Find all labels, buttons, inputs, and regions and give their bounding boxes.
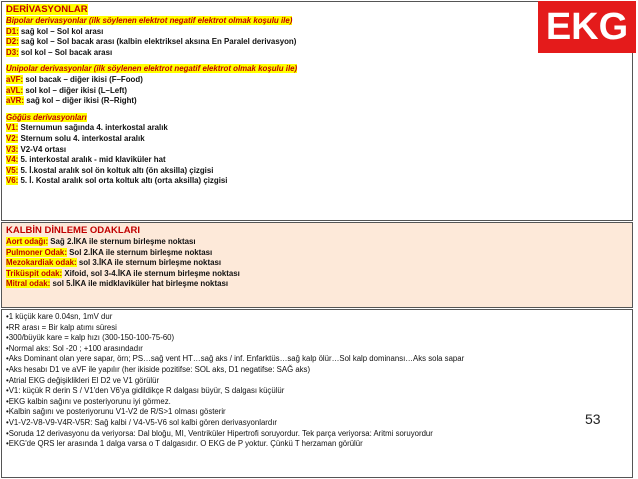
note-item: •Aks Dominant olan yere sapar, örn; PS…sağ vent HT…sağ aks / inf. Enfarktüs…sağ kalp ölür…Sol kalp dominansı…Aks sola sapar [6, 354, 465, 364]
bipolar-label: D2: [6, 37, 19, 47]
bipolar-item: D3: sol kol – Sol bacak arası [6, 47, 113, 57]
bipolar-label: D1: [6, 26, 19, 36]
unipolar-label: aVL: [6, 85, 24, 95]
unipolar-item: aVR: sağ kol – diğer ikisi (R–Right) [6, 96, 137, 106]
auscultation-item: Mezokardiak odak: sol 3.İKA ile sternum birleşme noktası [6, 258, 222, 268]
page-number: 53 [585, 411, 601, 427]
chest-heading: Göğüs derivasyonları [6, 112, 87, 122]
unipolar-label: aVF: [6, 74, 24, 84]
note-item: •Normal aks: Sol -20 ; +100 arasındadır [6, 343, 143, 353]
notes-box [1, 309, 633, 478]
note-item: •Soruda 12 derivasyonu da veriyorsa: Dal bloğu, MI, Ventriküler Hipertrofi soruyordur. Tek parça veriyorsa: Aritmi soruyordur [6, 428, 433, 438]
chest-label: V3: [6, 144, 19, 154]
unipolar-heading: Unipolar derivasyonlar (ilk söylenen elektrot negatif elektrot olmak koşulu ile) [6, 64, 298, 74]
unipolar-item: aVF: sol bacak – diğer ikisi (F–Food) [6, 74, 143, 84]
unipolar-item: aVL: sol kol – diğer ikisi (L–Left) [6, 85, 128, 95]
note-item: •1 küçük kare 0.04sn, 1mV dur [6, 312, 113, 321]
bipolar-heading: Bipolar derivasyonlar (ilk söylenen elektrot negatif elektrot olmak koşulu ile) [6, 16, 293, 25]
note-item: •V1-V2-V8-V9-V4R-V5R: Sağ kalbi / V4-V5-V6 sol kalbi gören derivasyonlardır [6, 417, 277, 427]
derivations-title: DERİVASYONLAR [6, 4, 88, 15]
bipolar-item: D2: sağ kol – Sol bacak arası (kalbin elektriksel aksına En Paralel derivasyon) [6, 37, 297, 47]
chest-item: V2: Sternum solu 4. interkostal aralık [6, 133, 145, 143]
note-item: •EKG'de QRS ler arasında 1 dalga varsa o T dalgasıdır. O EKG de P yoktur. Çünkü T herzaman görülür [6, 439, 363, 449]
auscultation-label: Pulmoner Odak: [6, 247, 67, 257]
auscultation-label: Aort odağı: [6, 237, 49, 246]
chest-item: V1: Sternumun sağında 4. interkostal aralık [6, 123, 168, 133]
auscultation-item: Aort odağı: Sağ 2.İKA ile sternum birleşme noktası [6, 237, 196, 246]
auscultation-item: Pulmoner Odak: Sol 2.İKA ile sternum birleşme noktası [6, 247, 213, 257]
auscultation-item: Mitral odak: sol 5.İKA ile midklaviküler hat birleşme noktası [6, 279, 229, 289]
auscultation-box [1, 222, 633, 308]
chest-item: V4: 5. interkostal aralık - mid klaviküler hat [6, 155, 166, 165]
chest-item: V5: 5. İ.kostal aralık sol ön koltuk altı (ön aksilla) çizgisi [6, 165, 214, 175]
chest-label: V2: [6, 133, 19, 143]
auscultation-item: Triküspit odak: Xifoid, sol 3-4.İKA ile sternum birleşme noktası [6, 268, 240, 278]
auscultation-title: KALBİN DİNLEME ODAKLARI [6, 225, 141, 236]
auscultation-label: Mitral odak: [6, 279, 51, 289]
chest-item: V6: 5. İ. Kostal aralık sol orta koltuk altı (orta aksilla) çizgisi [6, 176, 228, 186]
note-item: •Aks hesabı D1 ve aVF ile yapılır (her ikiside pozitifse: SOL aks, D1 negatifse: SAĞ aks) [6, 364, 311, 374]
chest-label: V1: [6, 123, 19, 133]
note-item: •Atrial EKG değişiklikleri El D2 ve V1 görülür [6, 375, 160, 385]
auscultation-label: Triküspit odak: [6, 268, 63, 278]
note-item: •300/büyük kare = kalp hızı (300-150-100-75-60) [6, 333, 175, 343]
chest-label: V6: [6, 176, 19, 186]
ekg-badge: EKG [538, 1, 636, 53]
note-item: •EKG kalbin sağını ve posteriyorunu iyi görmez. [6, 396, 171, 406]
note-item: •RR arası = Bir kalp atımı süresi [6, 322, 117, 332]
bipolar-item: D1: sağ kol – Sol kol arası [6, 26, 104, 36]
chest-label: V4: [6, 155, 19, 165]
note-item: •V1: küçük R derin S / V1'den V6'ya gidildikçe R dalgası büyür, S dalgası küçülür [6, 386, 285, 396]
auscultation-label: Mezokardiak odak: [6, 258, 77, 268]
note-item: •Kalbin sağını ve posteriyorunu V1-V2 de R/S>1 olması gösterir [6, 407, 226, 417]
unipolar-label: aVR: [6, 96, 24, 106]
chest-item: V3: V2-V4 ortası [6, 144, 67, 154]
chest-label: V5: [6, 165, 19, 175]
bipolar-label: D3: [6, 47, 19, 57]
